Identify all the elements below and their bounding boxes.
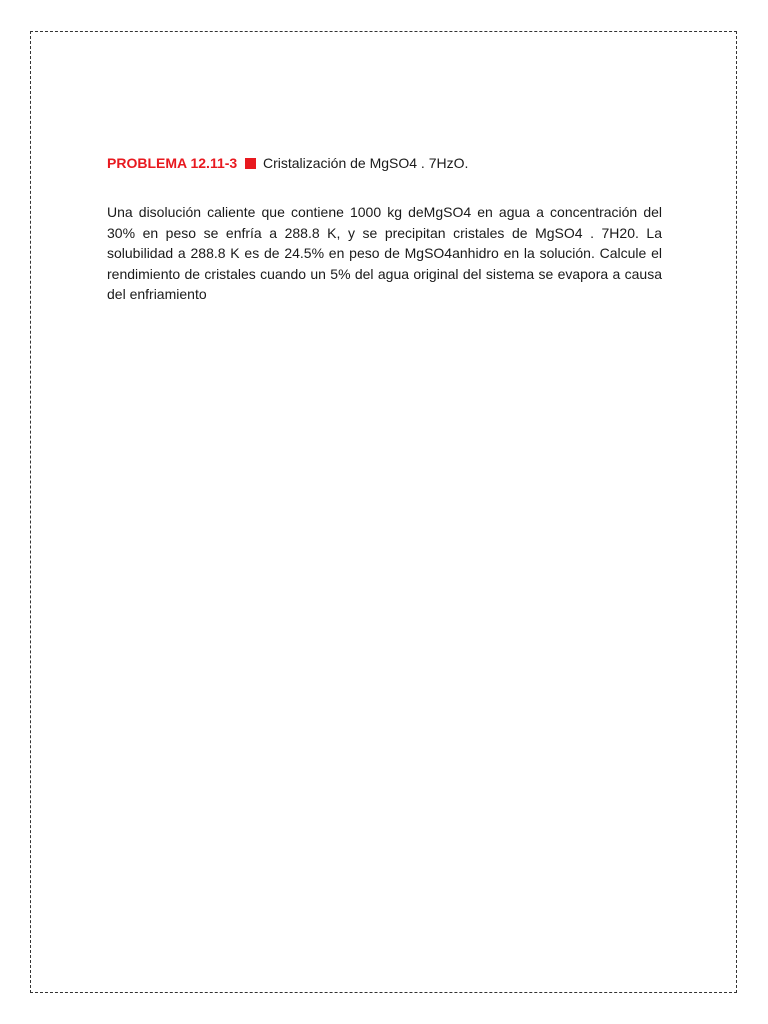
document-content [107, 152, 662, 305]
problem-statement: Una disolución caliente que contiene 1000 kg deMgSO4 en agua a concentración del 30% en peso se enfría a 288.8 K, y se precipitan cristales de MgSO4 . 7H20. La solubilidad a 288.8 K es de 24.5% en peso de MgSO4anhidro en la solución. Calcule el rendimiento de cristales cuando un 5% del agua original del sistema se evapora a causa del enfriamiento [107, 204, 662, 302]
problem-title: Cristalización de MgSO4 . 7HzO. [262, 155, 469, 171]
square-bullet-icon [245, 158, 256, 169]
problem-heading [107, 152, 662, 174]
problem-label: PROBLEMA 12.11-3 [107, 155, 238, 171]
